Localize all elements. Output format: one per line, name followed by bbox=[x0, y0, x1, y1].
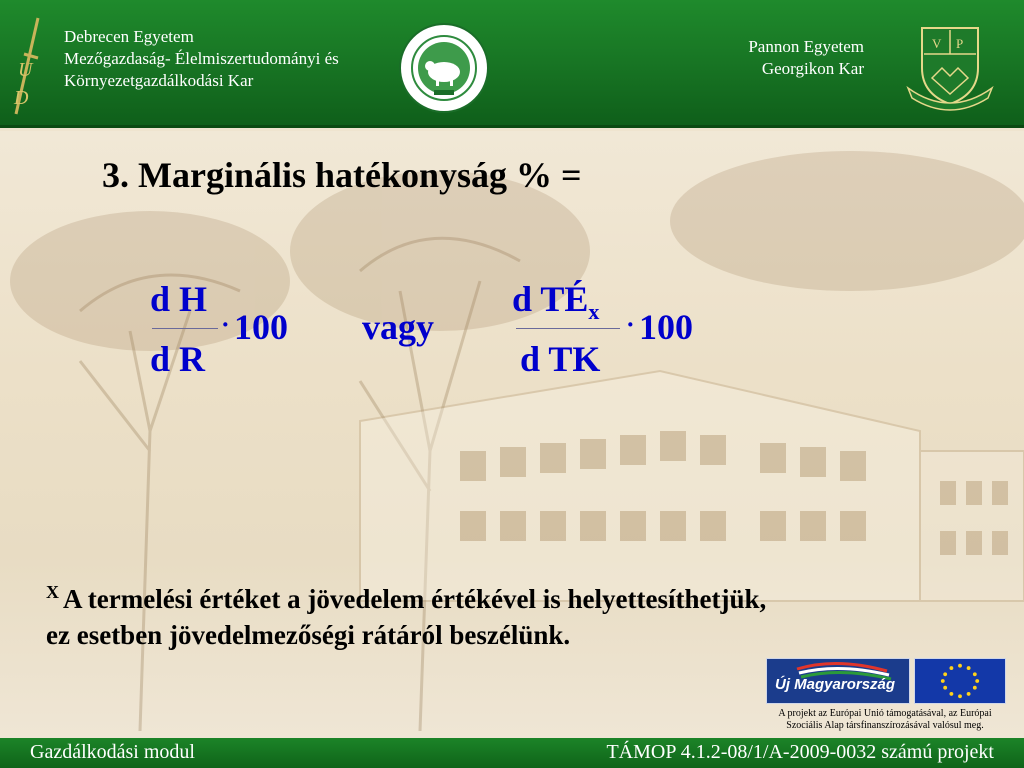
pannon-crest-icon bbox=[902, 18, 998, 114]
header-left-line-1: Debrecen Egyetem bbox=[64, 27, 194, 46]
footer-module-name: Gazdálkodási modul bbox=[30, 741, 195, 763]
svg-text:P: P bbox=[956, 36, 964, 51]
university-sword-logo-icon bbox=[10, 14, 44, 118]
formula-left-fraction-bar bbox=[152, 328, 218, 329]
formula-left-multiply-dot: · bbox=[221, 310, 230, 339]
footnote-line-1-text: A termelési értéket a jövedelem értékével is helyettesíthetjük, bbox=[63, 584, 767, 614]
eu-flag-icon bbox=[914, 658, 1006, 704]
header-right-line-2: Georgikon Kar bbox=[761, 59, 864, 78]
formula-right-numerator bbox=[512, 278, 599, 325]
svg-text:V: V bbox=[932, 36, 942, 51]
footer-bar bbox=[0, 738, 1024, 768]
formula-left-numerator: d H bbox=[150, 279, 208, 319]
header-left-line-3: Környezetgazdálkodási Kar bbox=[64, 71, 254, 90]
formula-right-fraction-bar bbox=[516, 328, 620, 329]
footer-project-id: TÁMOP 4.1.2-08/1/A-2009-0032 számú projekt bbox=[606, 741, 994, 763]
eu-caption-line-2: Szociális Alap társfinanszírozásával valósul meg. bbox=[786, 720, 984, 731]
uj-magyarorszag-text: Új Magyarország bbox=[775, 676, 896, 693]
formula-right-multiply-dot: · bbox=[626, 310, 635, 339]
eu-caption-line-1: A projekt az Európai Unió támogatásával, az Európai bbox=[778, 708, 992, 719]
formula-right-numerator-sub: x bbox=[588, 299, 600, 324]
footnote-marker: X bbox=[46, 582, 59, 602]
header-bar bbox=[0, 0, 1024, 128]
svg-text:D: D bbox=[14, 87, 29, 109]
svg-text:U: U bbox=[18, 59, 33, 81]
formula-connector: vagy bbox=[362, 307, 434, 347]
pannon-university-name bbox=[748, 36, 864, 80]
footnote-line-1 bbox=[46, 574, 986, 617]
debrecen-university-name bbox=[64, 26, 339, 92]
footnote-line-2: ez esetben jövedelmezőségi rátáról beszélünk. bbox=[46, 620, 571, 650]
slide-title: 3. Marginális hatékonyság % = bbox=[102, 155, 582, 195]
formula-left-denominator: d R bbox=[150, 339, 206, 379]
header-right-line-1: Pannon Egyetem bbox=[748, 37, 864, 56]
faculty-seal-icon bbox=[398, 22, 490, 114]
formula-left-multiplier: 100 bbox=[234, 307, 288, 347]
formula-right-denominator: d TK bbox=[520, 339, 601, 379]
formula-right-numerator-main: d TÉ bbox=[512, 279, 589, 319]
footnote bbox=[46, 574, 986, 653]
header-left-line-2: Mezőgazdaság- Élelmiszertudományi és bbox=[64, 49, 339, 68]
uj-magyarorszag-logo bbox=[766, 658, 910, 704]
eu-funding-caption bbox=[760, 708, 1010, 732]
formula-right-multiplier: 100 bbox=[639, 307, 693, 347]
